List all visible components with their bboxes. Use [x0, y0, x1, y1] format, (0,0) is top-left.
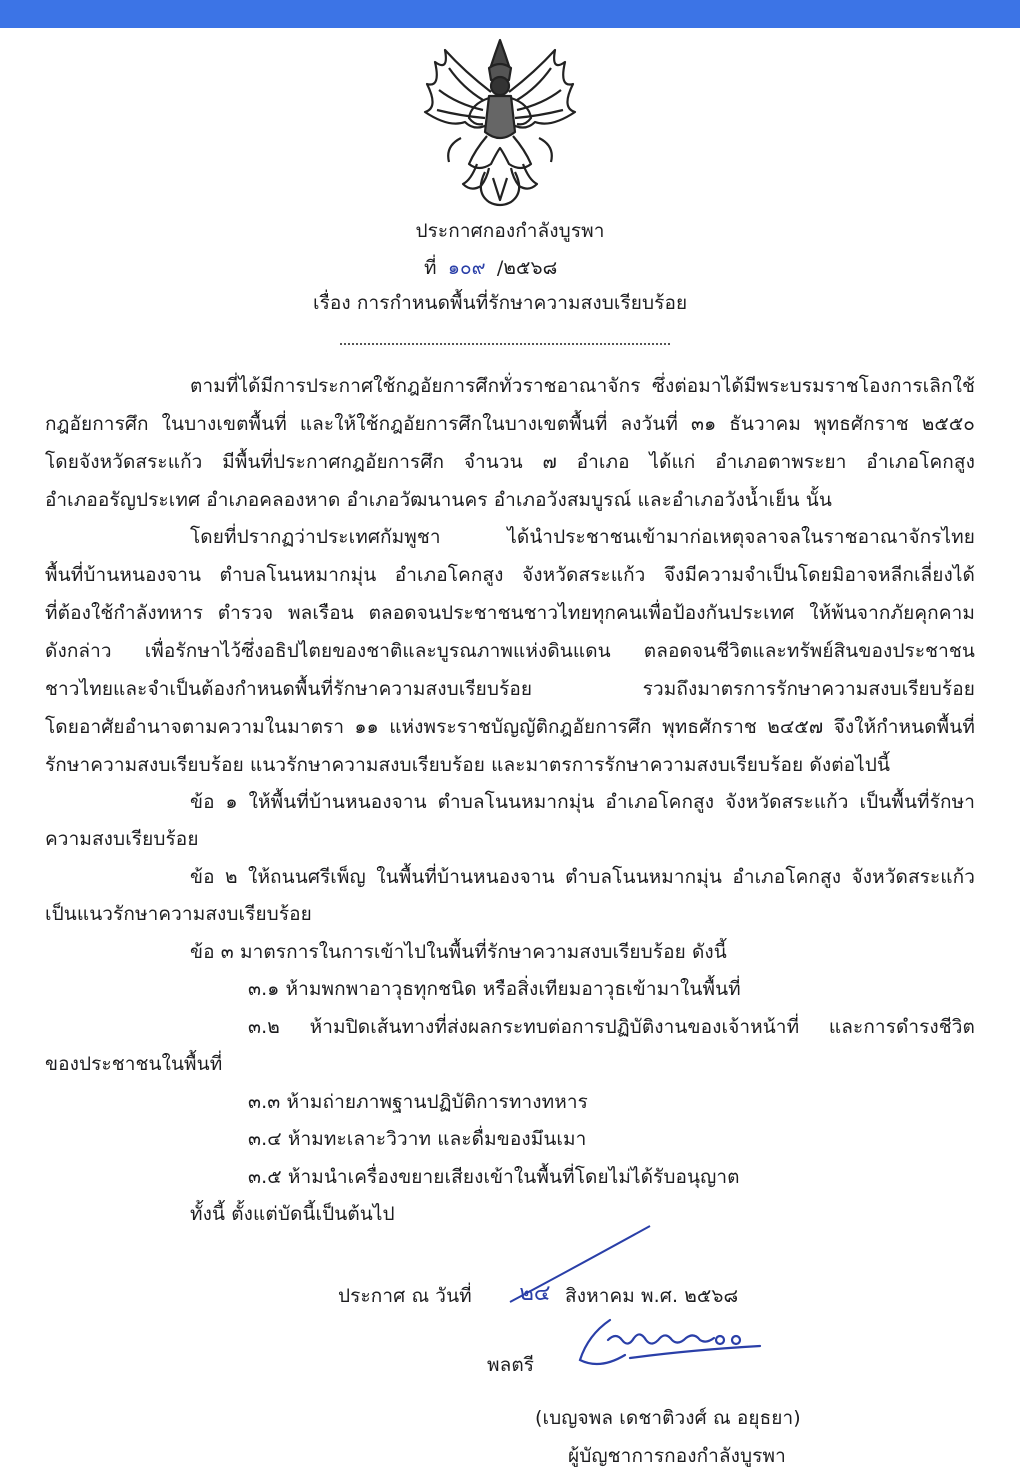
p2-line-1: โดยที่ปรากฏว่าประเทศกัมพูชา ได้นำประชาชนเข้ามาก่อเหตุจลาจลในราชอาณาจักรไทย	[190, 526, 975, 548]
clause-2-line-2: เป็นแนวรักษาความสงบเรียบร้อย	[45, 903, 312, 925]
document-title: ประกาศกองกำลังบูรพา	[415, 220, 605, 242]
p2-line-3: ที่ต้องใช้กำลังทหาร ตำรวจ พลเรือน ตลอดจนประชาชนชาวไทยทุกคนเพื่อป้องกันประเทศ ให้พ้นจากภัยคุกคาม	[45, 602, 975, 624]
signature-image	[570, 1310, 770, 1385]
signer-rank: พลตรี	[487, 1354, 535, 1376]
effective-statement: ทั้งนี้ ตั้งแต่บัดนี้เป็นต้นไป	[190, 1203, 395, 1225]
p1-line-3: โดยจังหวัดสระแก้ว มีพื้นที่ประกาศกฎอัยการศึก จำนวน ๗ อำเภอ ได้แก่ อำเภอตาพระยา อำเภอโคกสูง	[45, 451, 975, 473]
pen-stroke-mark	[500, 1220, 660, 1310]
p1-line-4: อำเภออรัญประเทศ อำเภอคลองหาด อำเภอวัฒนานคร อำเภอวังสมบูรณ์ และอำเภอวังน้ำเย็น นั้น	[45, 489, 832, 511]
clause-3-3: ๓.๓ ห้ามถ่ายภาพฐานปฏิบัติการทางทหาร	[248, 1091, 588, 1113]
number-prefix: ที่	[424, 257, 437, 279]
clause-2-line-1: ข้อ ๒ ให้ถนนศรีเพ็ญ ในพื้นที่บ้านหนองจาน ตำบลโนนหมากมุ่น อำเภอโคกสูง จังหวัดสระแก้ว	[190, 866, 975, 888]
clause-3-2-line-2: ของประชาชนในพื้นที่	[45, 1053, 223, 1075]
p2-line-2: พื้นที่บ้านหนองจาน ตำบลโนนหมากมุ่น อำเภอโคกสูง จังหวัดสระแก้ว จึงมีความจำเป็นโดยมิอาจหลีกเลี่ยงได้	[45, 564, 975, 586]
garuda-emblem	[405, 32, 595, 212]
p1-line-1: ตามที่ได้มีการประกาศใช้กฎอัยการศึกทั่วราชอาณาจักร ซึ่งต่อมาได้มีพระบรมราชโองการเลิกใช้	[190, 375, 975, 397]
p2-line-6: โดยอาศัยอำนาจตามความในมาตรา ๑๑ แห่งพระราชบัญญัติกฎอัยการศึก พุทธศักราช ๒๔๕๗ จึงให้กำหนดพื้นที่	[45, 716, 975, 738]
top-bar	[0, 0, 1020, 28]
clause-3-2-line-1: ๓.๒ ห้ามปิดเส้นทางที่ส่งผลกระทบต่อการปฏิบัติงานของเจ้าหน้าที่ และการดำรงชีวิต	[248, 1016, 975, 1038]
clause-3-4: ๓.๔ ห้ามทะเลาะวิวาท และดื่มของมึนเมา	[248, 1128, 587, 1150]
number-year: /๒๕๖๘	[496, 257, 558, 279]
p1-line-2: กฎอัยการศึก ในบางเขตพื้นที่ และให้ใช้กฎอัยการศึกในบางเขตพื้นที่ ลงวันที่ ๓๑ ธันวาคม พุทธศักราช ๒๕๕๐	[45, 413, 975, 435]
p2-line-5: ชาวไทยและจำเป็นต้องกำหนดพื้นที่รักษาความสงบเรียบร้อย รวมถึงมาตรการรักษาความสงบเรียบร้อย	[45, 678, 975, 700]
clause-3-5: ๓.๕ ห้ามนำเครื่องขยายเสียงเข้าในพื้นที่โดยไม่ได้รับอนุญาต	[248, 1166, 740, 1188]
p2-line-4: ดังกล่าว เพื่อรักษาไว้ซึ่งอธิปไตยของชาติและบูรณภาพแห่งดินแดน ตลอดจนชีวิตและทรัพย์สินของประชาชน	[45, 640, 975, 662]
signer-name: (เบญจพล เดชาติวงศ์ ณ อยุธยา)	[535, 1407, 801, 1429]
announce-suffix: สิงหาคม พ.ศ. ๒๕๖๘	[565, 1285, 739, 1307]
clause-3-1: ๓.๑ ห้ามพกพาอาวุธทุกชนิด หรือสิ่งเทียมอาวุธเข้ามาในพื้นที่	[248, 978, 741, 1000]
signer-position: ผู้บัญชาการกองกำลังบูรพา	[568, 1445, 786, 1467]
p2-line-7: รักษาความสงบเรียบร้อย แนวรักษาความสงบเรียบร้อย และมาตรการรักษาความสงบเรียบร้อย ดังต่อไปนี้	[45, 754, 891, 776]
divider	[340, 343, 670, 345]
number-value: ๑๐๙	[447, 257, 486, 279]
document-number	[424, 255, 557, 281]
announce-prefix: ประกาศ ณ วันที่	[338, 1285, 472, 1307]
clause-3: ข้อ ๓ มาตรการในการเข้าไปในพื้นที่รักษาความสงบเรียบร้อย ดังนี้	[190, 941, 727, 963]
announce-day: ๒๔	[519, 1281, 551, 1306]
clause-1-line-1: ข้อ ๑ ให้พื้นที่บ้านหนองจาน ตำบลโนนหมากมุ่น อำเภอโคกสูง จังหวัดสระแก้ว เป็นพื้นที่รักษา	[190, 791, 975, 813]
document-subject: เรื่อง การกำหนดพื้นที่รักษาความสงบเรียบร้อย	[313, 292, 688, 314]
clause-1-line-2: ความสงบเรียบร้อย	[45, 828, 199, 850]
